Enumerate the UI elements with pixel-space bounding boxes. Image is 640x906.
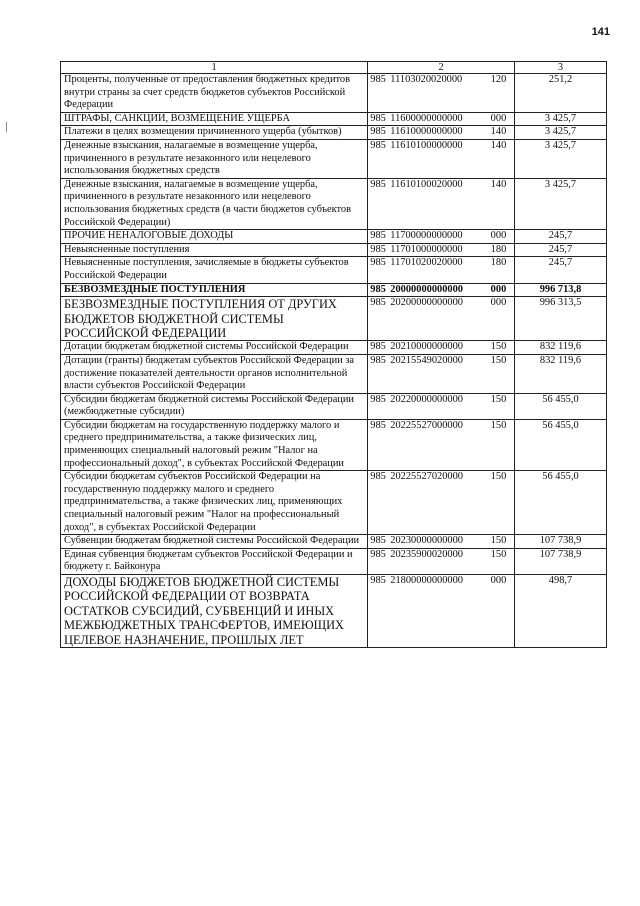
- table-row: [61, 74, 607, 113]
- row-code: [368, 139, 515, 178]
- table-row: [61, 126, 607, 140]
- row-amount: 498,7: [514, 575, 606, 648]
- row-code: [368, 575, 515, 648]
- row-name: Дотации бюджетам бюджетной системы Российской Федерации: [61, 341, 368, 355]
- admin-code: 985: [370, 243, 386, 255]
- row-name: Дотации (гранты) бюджетам субъектов Российской Федерации за достижение показателей деятельности органов исполнительной власти субъектов Российской Федерации: [61, 354, 368, 393]
- row-amount: 245,7: [514, 243, 606, 257]
- table-row: [61, 139, 607, 178]
- revenue-kind-code: 150: [490, 548, 507, 560]
- table-row: [61, 354, 607, 393]
- admin-code: 985: [370, 112, 386, 124]
- budget-class-code: 20225527020000: [390, 471, 463, 483]
- budget-class-code: 21800000000000: [390, 575, 463, 586]
- row-name: Субсидии бюджетам субъектов Российской Федерации на государственную поддержку малого и среднего предпринимательства, а также физических лиц, применяющих специальный налоговый режим "Налог на профессиональный доход", в субъектах Российской Федерации: [61, 471, 368, 535]
- budget-class-code: 11103020020000: [390, 74, 463, 85]
- row-code: [368, 243, 515, 257]
- revenue-kind-code: 000: [490, 112, 507, 124]
- row-name: Субвенции бюджетам бюджетной системы Российской Федерации: [61, 535, 368, 549]
- row-name: ДОХОДЫ БЮДЖЕТОВ БЮДЖЕТНОЙ СИСТЕМЫ РОССИЙСКОЙ ФЕДЕРАЦИИ ОТ ВОЗВРАТА ОСТАТКОВ СУБСИДИЙ, СУБВЕНЦИЙ И ИНЫХ МЕЖБЮДЖЕТНЫХ ТРАНСФЕРТОВ, ИМЕЮЩИХ ЦЕЛЕВОЕ НАЗНАЧЕНИЕ, ПРОШЛЫХ ЛЕТ: [61, 575, 368, 648]
- revenue-kind-code: 180: [490, 243, 507, 255]
- row-name: БЕЗВОЗМЕЗДНЫЕ ПОСТУПЛЕНИЯ ОТ ДРУГИХ БЮДЖЕТОВ БЮДЖЕТНОЙ СИСТЕМЫ РОССИЙСКОЙ ФЕДЕРАЦИИ: [61, 297, 368, 341]
- row-code: [368, 112, 515, 126]
- row-code: [368, 535, 515, 549]
- row-amount: 832 119,6: [514, 354, 606, 393]
- row-code: [368, 74, 515, 113]
- row-name: Субсидии бюджетам на государственную поддержку малого и среднего предпринимательства, а также физических лиц, применяющих специальный налоговый режим "Налог на профессиональный доход", в субъектах Российской Федерации: [61, 419, 368, 470]
- budget-class-code: 20000000000000: [390, 283, 463, 295]
- budget-class-code: 11701020020000: [390, 257, 463, 269]
- row-name: Денежные взыскания, налагаемые в возмещение ущерба, причиненного в результате незаконного или нецелевого использования бюджетных средств: [61, 139, 368, 178]
- budget-class-code: 11610000000000: [390, 126, 463, 138]
- admin-code: 985: [370, 297, 386, 309]
- table-row: [61, 230, 607, 244]
- row-code: [368, 471, 515, 535]
- budget-class-code: 11600000000000: [390, 112, 463, 124]
- row-amount: 56 455,0: [514, 393, 606, 419]
- revenue-kind-code: 000: [490, 283, 507, 295]
- table-row: [61, 341, 607, 355]
- table-row: [61, 283, 607, 297]
- revenue-table: [60, 61, 607, 648]
- row-name: ШТРАФЫ, САНКЦИИ, ВОЗМЕЩЕНИЕ УЩЕРБА: [61, 112, 368, 126]
- row-amount: 996 313,5: [514, 297, 606, 341]
- admin-code: 985: [370, 471, 386, 483]
- row-code: [368, 341, 515, 355]
- row-code: [368, 393, 515, 419]
- budget-class-code: 20210000000000: [390, 341, 463, 353]
- revenue-kind-code: 150: [490, 393, 507, 405]
- revenue-kind-code: 140: [490, 126, 507, 138]
- table-row: [61, 419, 607, 470]
- budget-class-code: 11701000000000: [390, 243, 463, 255]
- row-code: [368, 257, 515, 283]
- row-amount: 3 425,7: [514, 139, 606, 178]
- budget-class-code: 11610100020000: [390, 178, 463, 190]
- revenue-kind-code: 150: [490, 419, 507, 431]
- row-name: Проценты, полученные от предоставления бюджетных кредитов внутри страны за счет средств бюджетов субъектов Российской Федерации: [61, 74, 368, 113]
- budget-class-code: 20220000000000: [390, 393, 463, 405]
- row-amount: 3 425,7: [514, 112, 606, 126]
- scan-margin-mark: [6, 122, 7, 132]
- table-row: [61, 393, 607, 419]
- admin-code: 985: [370, 341, 386, 353]
- budget-class-code: 20200000000000: [390, 297, 463, 309]
- budget-class-code: 11700000000000: [390, 230, 463, 242]
- revenue-kind-code: 120: [490, 74, 507, 85]
- revenue-kind-code: 150: [490, 354, 507, 366]
- admin-code: 985: [370, 419, 386, 431]
- row-code: [368, 178, 515, 229]
- table-row: [61, 535, 607, 549]
- row-amount: 245,7: [514, 257, 606, 283]
- table-row: [61, 178, 607, 229]
- admin-code: 985: [370, 126, 386, 138]
- admin-code: 985: [370, 283, 386, 295]
- row-amount: 3 425,7: [514, 178, 606, 229]
- row-code: [368, 230, 515, 244]
- budget-class-code: 11610100000000: [390, 139, 463, 151]
- row-amount: 832 119,6: [514, 341, 606, 355]
- row-code: [368, 548, 515, 574]
- revenue-kind-code: 150: [490, 471, 507, 483]
- budget-class-code: 20215549020000: [390, 354, 463, 366]
- revenue-kind-code: 140: [490, 178, 507, 190]
- admin-code: 985: [370, 139, 386, 151]
- admin-code: 985: [370, 548, 386, 560]
- row-code: [368, 297, 515, 341]
- revenue-kind-code: 150: [490, 535, 507, 547]
- page-number: 141: [591, 26, 610, 38]
- table-row: [61, 297, 607, 341]
- row-amount: 245,7: [514, 230, 606, 244]
- admin-code: 985: [370, 393, 386, 405]
- revenue-kind-code: 000: [490, 297, 507, 309]
- row-name: ПРОЧИЕ НЕНАЛОГОВЫЕ ДОХОДЫ: [61, 230, 368, 244]
- admin-code: 985: [370, 178, 386, 190]
- row-amount: 107 738,9: [514, 535, 606, 549]
- table-row: [61, 548, 607, 574]
- revenue-kind-code: 180: [490, 257, 507, 269]
- column-header-2: 2: [368, 62, 515, 74]
- table-row: [61, 243, 607, 257]
- row-code: [368, 419, 515, 470]
- revenue-kind-code: 000: [490, 230, 507, 242]
- row-amount: 251,2: [514, 74, 606, 113]
- table-header-row: [61, 62, 607, 74]
- column-header-3: 3: [514, 62, 606, 74]
- column-header-1: 1: [61, 62, 368, 74]
- row-code: [368, 354, 515, 393]
- revenue-kind-code: 000: [490, 575, 507, 586]
- row-amount: 56 455,0: [514, 419, 606, 470]
- table-row: [61, 471, 607, 535]
- row-name: Невыясненные поступления, зачисляемые в бюджеты субъектов Российской Федерации: [61, 257, 368, 283]
- row-name: Платежи в целях возмещения причиненного ущерба (убытков): [61, 126, 368, 140]
- admin-code: 985: [370, 575, 386, 586]
- budget-class-code: 20225527000000: [390, 419, 463, 431]
- budget-class-code: 20230000000000: [390, 535, 463, 547]
- budget-class-code: 20235900020000: [390, 548, 463, 560]
- table-row: [61, 112, 607, 126]
- row-name: Невыясненные поступления: [61, 243, 368, 257]
- row-amount: 3 425,7: [514, 126, 606, 140]
- row-name: БЕЗВОЗМЕЗДНЫЕ ПОСТУПЛЕНИЯ: [61, 283, 368, 297]
- admin-code: 985: [370, 535, 386, 547]
- row-amount: 107 738,9: [514, 548, 606, 574]
- admin-code: 985: [370, 230, 386, 242]
- row-name: Денежные взыскания, налагаемые в возмещение ущерба, причиненного в результате незаконного или нецелевого использования бюджетных средств (в части бюджетов субъектов Российской Федерации): [61, 178, 368, 229]
- revenue-kind-code: 150: [490, 341, 507, 353]
- row-name: Единая субвенция бюджетам субъектов Российской Федерации и бюджету г. Байконура: [61, 548, 368, 574]
- row-amount: 56 455,0: [514, 471, 606, 535]
- row-code: [368, 283, 515, 297]
- table-row: [61, 257, 607, 283]
- revenue-kind-code: 140: [490, 139, 507, 151]
- table-row: [61, 575, 607, 648]
- admin-code: 985: [370, 354, 386, 366]
- row-name: Субсидии бюджетам бюджетной системы Российской Федерации (межбюджетные субсидии): [61, 393, 368, 419]
- row-code: [368, 126, 515, 140]
- admin-code: 985: [370, 257, 386, 269]
- row-amount: 996 713,8: [514, 283, 606, 297]
- admin-code: 985: [370, 74, 386, 85]
